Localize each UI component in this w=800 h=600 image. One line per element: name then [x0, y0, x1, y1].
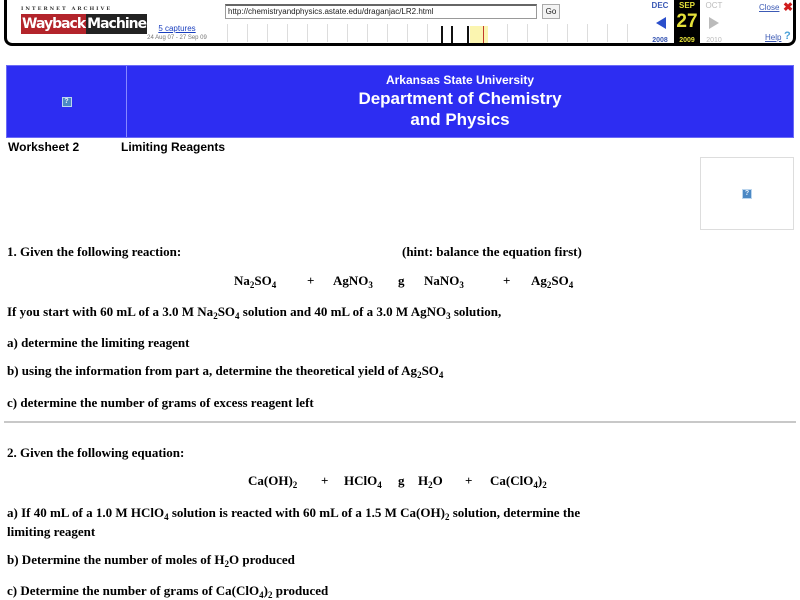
q2-reactant-1	[248, 473, 297, 489]
subscript: 4	[235, 311, 240, 321]
q2-product-2	[490, 473, 547, 489]
q2-part-a-line2: limiting reagent	[7, 524, 96, 539]
q1-product-1	[424, 273, 464, 289]
subscript: 4	[438, 370, 444, 380]
eq-subscript: 2	[546, 280, 552, 290]
timeline-tick	[287, 24, 288, 42]
banner-title-cell	[127, 66, 793, 137]
q1-prompt: 1. Given the following reaction:	[7, 244, 182, 259]
eq-text: SO	[254, 273, 272, 288]
timeline-tick	[427, 24, 428, 42]
timeline-tick	[347, 24, 348, 42]
wayback-logo-way: Wayback	[22, 16, 86, 32]
capture-calendar	[647, 0, 727, 46]
subscript: 2	[444, 512, 450, 522]
worksheet-label: Worksheet 2	[8, 140, 80, 154]
timeline-current-highlight	[470, 26, 488, 43]
eq-text: Ca(OH)	[248, 473, 293, 488]
help-link[interactable]: Help	[765, 33, 782, 42]
eq-subscript: 4	[533, 480, 538, 490]
topic-label: Limiting Reagents	[121, 140, 226, 154]
text: O produced	[228, 552, 295, 567]
text: If you start with 60 mL of a 3.0 M Na	[7, 304, 214, 319]
q1-plus-2: +	[503, 273, 511, 288]
text: b) using the information from part a, determine the theoretical yield of Ag	[7, 363, 418, 378]
timeline-tick	[267, 24, 268, 42]
prev-month: DEC	[651, 1, 669, 10]
q1-product-2	[531, 273, 573, 289]
q1-setup	[7, 304, 501, 320]
timeline-tick	[407, 24, 408, 42]
timeline-tick	[587, 24, 588, 42]
q1-part-c: c) determine the number of grams of excess reagent left	[7, 395, 314, 410]
timeline-capture-mark[interactable]	[451, 26, 453, 43]
q2-product-1	[418, 473, 443, 489]
text: SO	[217, 304, 236, 319]
broken-image-icon: ?	[62, 97, 72, 107]
timeline-tick	[527, 24, 528, 42]
eq-text: O	[432, 473, 443, 488]
eq-subscript: 2	[428, 480, 433, 490]
text: SO	[421, 363, 439, 378]
eq-subscript: 4	[271, 280, 277, 290]
timeline-capture-mark[interactable]	[441, 26, 443, 43]
timeline-capture-mark[interactable]	[467, 26, 469, 43]
eq-text: )	[537, 473, 543, 488]
department-name-line2: and Physics	[410, 110, 510, 129]
banner-logo-cell	[7, 66, 127, 137]
q2-reactant-2	[344, 473, 382, 489]
timeline-tick	[367, 24, 368, 42]
captures-link[interactable]: 5 captures	[158, 24, 196, 33]
section-divider	[4, 421, 796, 423]
subscript: 3	[446, 311, 451, 321]
eq-text: Ca(ClO	[490, 473, 534, 488]
wayback-logo[interactable]	[21, 6, 147, 38]
q1-reactant-2	[333, 273, 373, 289]
q2-part-b	[7, 552, 295, 568]
eq-text: HClO	[344, 473, 378, 488]
timeline-tick	[387, 24, 388, 42]
side-image-box	[700, 157, 794, 230]
prev-arrow-icon[interactable]	[656, 17, 666, 29]
q1-arrow: g	[398, 273, 405, 288]
eq-subscript: 2	[292, 480, 298, 490]
broken-image-icon: ?	[742, 189, 752, 199]
subscript: 4	[164, 512, 169, 522]
q2-part-c	[7, 583, 328, 599]
text: solution, determine the	[449, 505, 581, 520]
eq-subscript: 2	[249, 280, 255, 290]
timeline-tick	[247, 24, 248, 42]
department-name-line1: Department of Chemistry	[358, 89, 562, 108]
subscript: 4	[259, 590, 264, 600]
subscript: 2	[267, 590, 273, 600]
q2-arrow: g	[398, 473, 405, 488]
q2-prompt: 2. Given the following equation:	[7, 445, 185, 460]
text: solution is reacted with 60 mL of a 1.5 M Ca(OH)	[168, 505, 445, 520]
current-day: 27	[676, 11, 698, 32]
eq-text: SO	[551, 273, 569, 288]
q1-part-b	[7, 363, 443, 379]
timeline-tick	[547, 24, 548, 42]
text: b) Determine the number of moles of H	[7, 552, 225, 567]
calendar-current	[674, 0, 700, 46]
wayback-logo-caption: INTERNET ARCHIVE	[21, 6, 113, 12]
timeline-tick	[507, 24, 508, 42]
captures-info	[137, 24, 217, 41]
text: a) If 40 mL of a 1.0 M HClO	[7, 505, 165, 520]
department-banner	[6, 65, 794, 138]
eq-subscript: 2	[542, 480, 547, 490]
q1-reactant-1	[234, 273, 276, 289]
close-link[interactable]: Close	[759, 3, 780, 12]
text: produced	[272, 583, 329, 598]
eq-subscript: 3	[368, 280, 373, 290]
timeline-tick	[607, 24, 608, 42]
current-year: 2009	[679, 37, 695, 44]
wayback-toolbar	[4, 0, 796, 46]
wayback-logo-machine: Machine	[87, 16, 147, 32]
next-year: 2010	[706, 37, 722, 44]
text: c) Determine the number of grams of Ca(ClO	[7, 583, 260, 598]
eq-subscript: 3	[459, 280, 464, 290]
text: )	[263, 583, 268, 598]
q2-plus-1: +	[321, 473, 329, 488]
capture-date-range: 24 Aug 07 - 27 Sep 09	[147, 35, 207, 41]
timeline-current-marker	[483, 26, 484, 43]
eq-text: NaNO	[424, 273, 460, 288]
q2-part-a	[7, 505, 580, 521]
q1-part-a: a) determine the limiting reagent	[7, 335, 190, 350]
wayback-logo-wordmark	[21, 14, 147, 34]
timeline-tick	[307, 24, 308, 42]
eq-text: Na	[234, 273, 250, 288]
url-input[interactable]: http://chemistryandphysics.astate.edu/draganjac/LR2.html	[225, 4, 537, 19]
subscript: 2	[224, 559, 229, 569]
eq-text: Ag	[531, 273, 547, 288]
timeline-tick	[567, 24, 568, 42]
capture-timeline[interactable]	[219, 22, 639, 44]
calendar-next	[701, 0, 727, 46]
timeline-tick	[627, 24, 628, 42]
eq-text: AgNO	[333, 273, 369, 288]
q1-hint: (hint: balance the equation first)	[402, 244, 582, 259]
go-button[interactable]: Go	[542, 4, 560, 19]
timeline-tick	[227, 24, 228, 42]
q1-plus-1: +	[307, 273, 315, 288]
subscript: 2	[417, 370, 422, 380]
text: solution and 40 mL of a 3.0 M AgNO	[239, 304, 447, 319]
close-icon[interactable]: ✖	[783, 0, 794, 14]
next-month: OCT	[705, 1, 723, 10]
university-name: Arkansas State University	[385, 73, 535, 87]
calendar-prev[interactable]	[647, 0, 673, 46]
current-month: SEP	[678, 1, 695, 10]
eq-subscript: 4	[377, 480, 382, 490]
q2-plus-2: +	[465, 473, 473, 488]
timeline-tick	[327, 24, 328, 42]
subscript: 2	[213, 311, 218, 321]
next-arrow-icon	[709, 17, 719, 29]
eq-subscript: 4	[568, 280, 574, 290]
eq-text: H	[418, 473, 429, 488]
prev-year: 2008	[652, 37, 668, 44]
text: solution,	[450, 304, 502, 319]
help-icon[interactable]: ?	[784, 30, 791, 42]
